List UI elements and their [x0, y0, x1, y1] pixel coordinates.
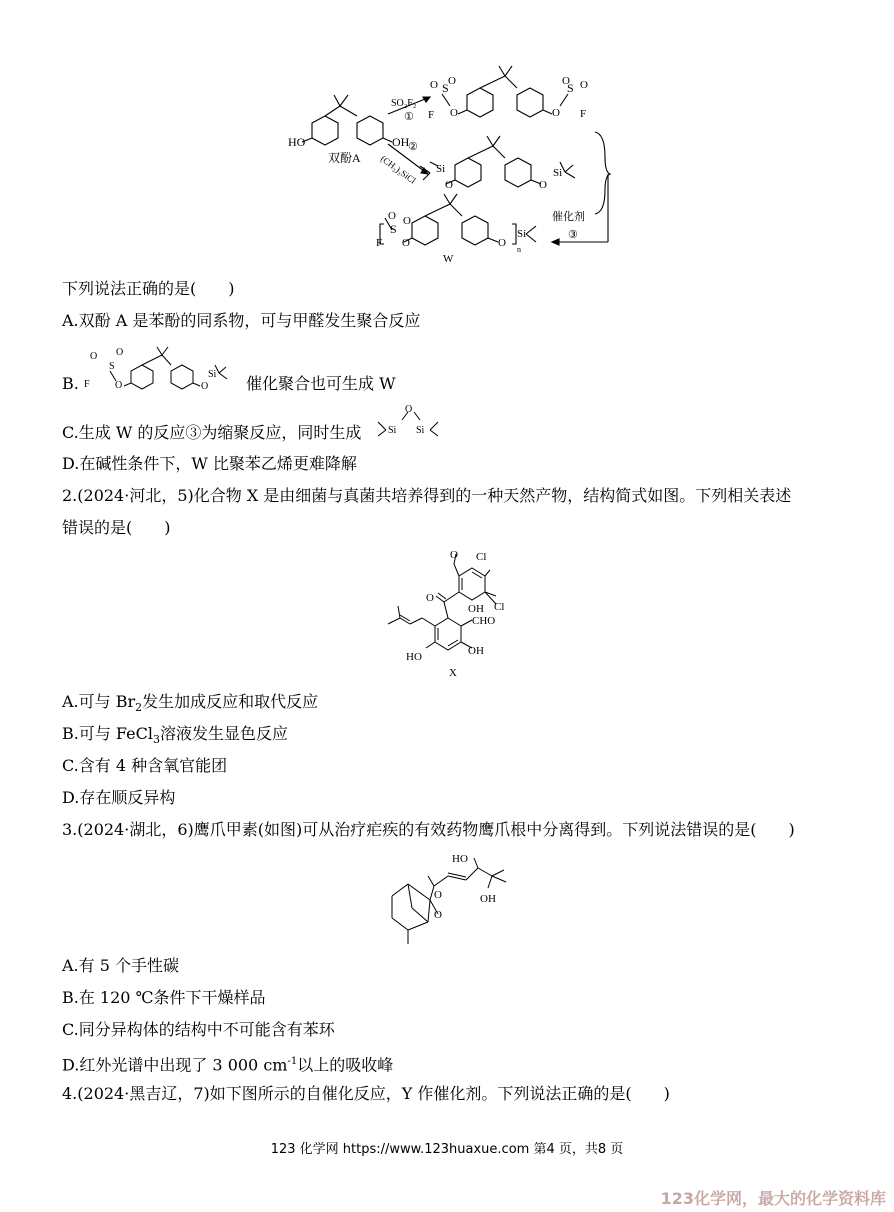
q3-option-a: A.有 5 个手性碳 [62, 956, 179, 975]
bpa-ring-right [357, 116, 383, 145]
q3-option-b: B.在 120 ℃条件下干燥样品 [62, 988, 266, 1007]
o-label: O [115, 380, 123, 391]
o-label: O [498, 237, 506, 249]
o-label: O [580, 79, 588, 91]
q1-option-b-prefix: B. [62, 374, 79, 393]
q3-option-c: C.同分异构体的结构中不可能含有苯环 [62, 1020, 335, 1039]
oh-label: OH [468, 603, 484, 615]
o-label: O [448, 75, 456, 87]
o-label: O [201, 381, 209, 392]
q2-option-d: D.存在顺反异构 [62, 788, 176, 807]
q3-stem: 3.(2024·湖北，6)鹰爪甲素(如图)可从治疗疟疾的有效药物鹰爪根中分离得到。下列说法错误的是( ) [62, 820, 795, 839]
o-label: O [116, 347, 124, 358]
o-label: O [434, 909, 442, 921]
q1-option-b [62, 374, 79, 394]
o-label: O [430, 79, 438, 91]
reagent-tmscl: (CH₃)₃SiCl [378, 153, 418, 186]
o-label: O [562, 75, 570, 87]
bpa-ring-left [312, 116, 338, 145]
s-label: S [390, 222, 397, 236]
cl-label: Cl [494, 601, 505, 613]
f-label: F [84, 379, 90, 390]
si-label: Si [517, 228, 527, 240]
si-label: Si [416, 425, 425, 436]
o-label: O [90, 351, 98, 362]
q2-stem-line2: 错误的是( ) [62, 518, 171, 537]
q1-option-c-structure [376, 400, 440, 440]
f-label: F [428, 109, 435, 121]
s-label: S [442, 81, 449, 95]
q2-a-pre: A.可与 Br [62, 692, 136, 711]
o-label: O [445, 179, 453, 191]
watermark: 123化学网，最大的化学资料库 [660, 1189, 886, 1208]
q2-b-sub: 3 [153, 733, 160, 747]
q1-option-a: A.双酚 A 是苯酚的同系物，可与甲醛发生聚合反应 [62, 311, 421, 330]
o-label: O [450, 549, 458, 561]
q2-a-sub: 2 [135, 701, 143, 715]
q2-stem-line1: 2.(2024·河北，5)化合物 X 是由细菌与真菌共培养得到的一种天然产物，结构简式如图。下列相关表述 [62, 486, 792, 505]
q1-option-b-structure [80, 343, 250, 395]
si-label: Si [388, 425, 397, 436]
q3-d-post: 以上的吸收峰 [297, 1055, 394, 1075]
page-footer: 123 化学网 https://www.123huaxue.com 第4 页，共8 页 [270, 1142, 624, 1157]
q2-a-post: 发生加成反应和取代反应 [142, 692, 319, 711]
q3-d-sup: -1 [287, 1056, 298, 1067]
ho-label: HO [406, 651, 422, 663]
step3-label: ③ [568, 229, 578, 241]
q1-stem: 下列说法正确的是( ) [62, 279, 235, 298]
cl-label: Cl [476, 551, 487, 563]
x-label: X [449, 667, 457, 679]
bpa-ho-label: HO [288, 135, 306, 149]
w-label: W [443, 253, 454, 265]
step1-label: ① [404, 111, 414, 123]
q3-d-pre: D.红外光谱中出现了 3 000 cm [62, 1055, 288, 1075]
si-label: Si [553, 167, 563, 179]
reagent-so2f2: SO₂F₂ [391, 98, 417, 109]
o-label: O [403, 215, 411, 227]
s-label: S [567, 81, 574, 95]
n-subscript: n [517, 245, 521, 254]
q3-option-d [62, 1052, 393, 1075]
compound-x-figure [380, 546, 530, 682]
o-label: O [450, 107, 458, 119]
si-label: Si [436, 163, 446, 175]
bpa-label: 双酚A [328, 151, 361, 165]
reaction-scheme-figure [280, 62, 620, 267]
oh-label: OH [468, 645, 484, 657]
q2-b-pre: B.可与 FeCl [62, 724, 153, 743]
o-label: O [405, 404, 413, 415]
ho-label: HO [452, 853, 468, 865]
s-label: S [109, 361, 115, 372]
bpa-oh-label: OH [392, 135, 410, 149]
o-label: O [539, 179, 547, 191]
o-label: O [552, 107, 560, 119]
q2-b-post: 溶液发生显色反应 [160, 724, 289, 743]
o-label: O [402, 237, 410, 249]
q1-option-b-text: 催化聚合也可生成 W [246, 374, 396, 393]
q1-option-d: D.在碱性条件下，W 比聚苯乙烯更难降解 [62, 454, 357, 473]
o-label: O [388, 210, 396, 222]
f-label: F [376, 237, 383, 249]
si-label: Si [208, 369, 217, 380]
step2-label: ② [408, 141, 418, 153]
o-label: O [426, 592, 434, 604]
q2-option-b [62, 724, 288, 750]
cho-label: CHO [472, 615, 496, 627]
catalyst-label: 催化剂 [552, 211, 585, 223]
q1-option-c: C.生成 W 的反应③为缩聚反应，同时生成 [62, 423, 362, 442]
f-label: F [580, 108, 587, 120]
yingzhaosu-figure [378, 846, 518, 950]
q4-stem: 4.(2024·黑吉辽，7)如下图所示的自催化反应，Y 作催化剂。下列说法正确的是( ) [62, 1084, 670, 1103]
q2-option-c: C.含有 4 种含氧官能团 [62, 756, 228, 775]
oh-label: OH [480, 893, 496, 905]
q2-option-a [62, 692, 318, 718]
o-label: O [434, 889, 442, 901]
